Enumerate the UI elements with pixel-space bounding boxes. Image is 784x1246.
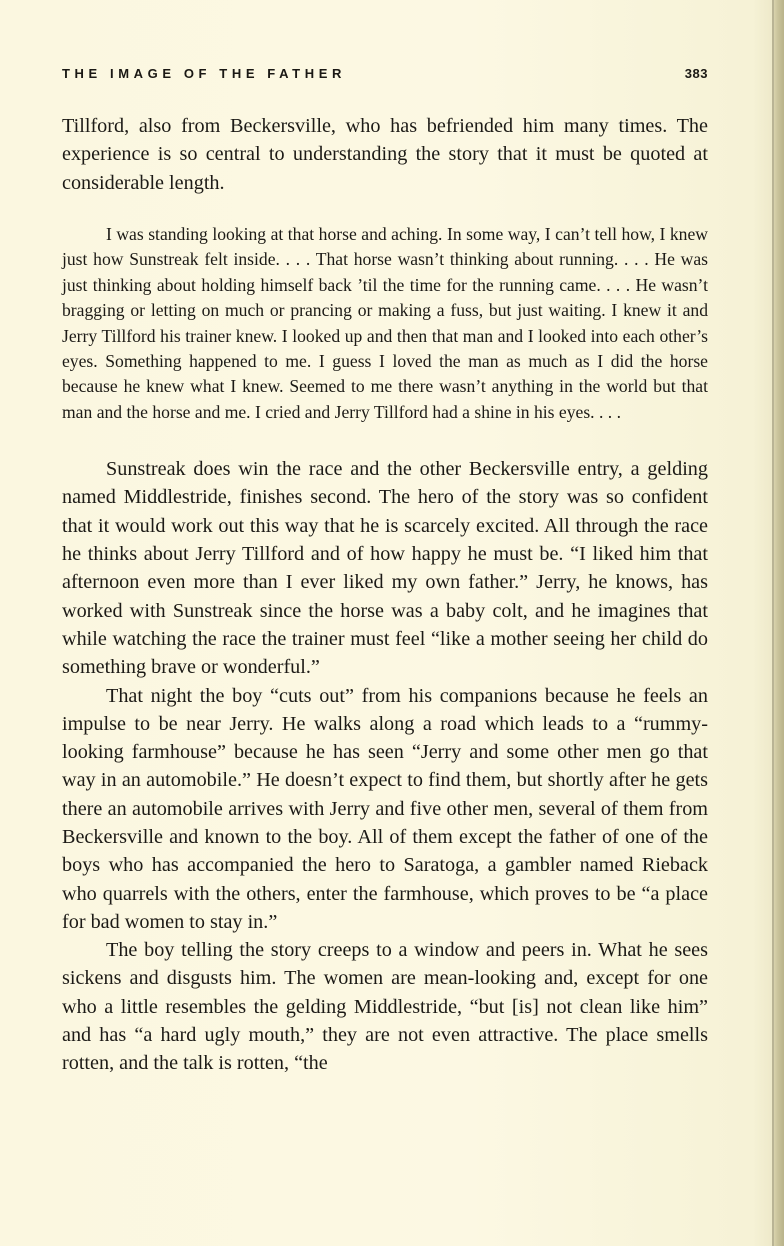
paragraph-continuation: Tillford, also from Beckersville, who has befriended him many times. The experience is so central to understanding the story that it must be quoted at considerable length. bbox=[62, 115, 708, 194]
running-head bbox=[62, 66, 708, 86]
page-edge-strip bbox=[774, 0, 784, 1246]
spacer bbox=[62, 197, 708, 222]
paragraph: The boy telling the story creeps to a window and peers in. What he sees sickens and disgusts him. The women are mean-looking and, except for one who a little resembles the gelding Middlestride, “but [is] not clean like him” and has “a hard ugly mouth,” they are not even attractive. The place smells rotten, and the talk is rotten, “the bbox=[62, 939, 708, 1075]
block-quote: I was standing looking at that horse and aching. In some way, I can’t tell how, I knew just how Sunstreak felt inside. . . . That horse wasn’t thinking about running. . . . He was just thinking about holding himself back ’til the time for the running came. . . . He wasn’t bragging or letting on much or prancing or making a fuss, but just waiting. I knew it and Jerry Tillford his trainer knew. I looked up and then that man and I looked into each other’s eyes. Something happened to me. I guess I loved the man as much as I did the horse because he knew what I knew. Seemed to me there wasn’t anything in the world but that man and the horse and me. I cried and Jerry Tillford had a shine in his eyes. . . . bbox=[62, 223, 708, 422]
paragraph: Sunstreak does win the race and the other Beckersville entry, a gelding named Middlestride, finishes second. The hero of the story was so confident that it would work out this way that he is scarcely excited. All through the race he thinks about Jerry Tillford and of how happy he must be. “I liked him that afternoon even more than I ever liked my own father.” Jerry, he knows, has worked with Sunstreak since the horse was a baby colt, and he imagines that while watching the race the trainer must feel “like a mother seeing her child do something brave or wonderful.” bbox=[62, 458, 708, 679]
body-text bbox=[62, 112, 708, 1078]
paragraph: That night the boy “cuts out” from his companions because he feels an impulse to be near Jerry. He walks along a road which leads to a “rummy-looking farmhouse” because he has seen “Jerry and some other men go that way in an automobile.” He doesn’t expect to find them, but shortly after he gets there an automobile arrives with Jerry and five other men, several of them from Beckersville and known to the boy. All of them except the father of one of the boys who has accompanied the hero to Saratoga, a gambler named Rieback who quarrels with the others, enter the farmhouse, which proves to be “a place for bad women to stay in.” bbox=[62, 684, 708, 933]
running-title: THE IMAGE OF THE FATHER bbox=[62, 66, 346, 81]
spacer bbox=[62, 425, 708, 455]
page-number: 383 bbox=[684, 66, 708, 81]
